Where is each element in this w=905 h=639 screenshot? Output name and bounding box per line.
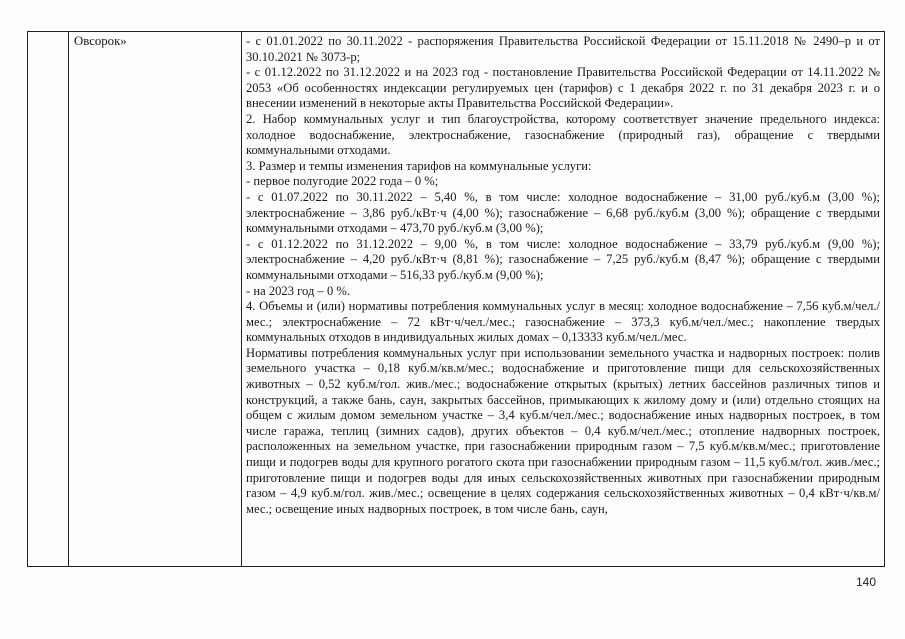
- paragraph: - на 2023 год – 0 %.: [246, 283, 351, 298]
- paragraph: - с 01.07.2022 по 30.11.2022 – 5,40 %, в том числе: холодное водоснабжение – 31,00 руб./куб.м (3,00 %); электроснабжение – 3,86 руб./кВт·ч (4,00 %); газоснабжение – 6,68 руб./куб.м (3,00 %); обращение с твердыми коммунальными отходами – 473,70 руб./куб.м (3,00 %);: [246, 189, 880, 236]
- paragraph: - с 01.12.2022 по 31.12.2022 – 9,00 %, в том числе: холодное водоснабжение – 33,79 руб./куб.м (9,00 %); электроснабжение – 4,20 руб./кВт·ч (8,81 %); газоснабжение – 7,25 руб./куб.м (8,47 %); обращение с твердыми коммунальными отходами – 516,33 руб./куб.м (9,00 %);: [246, 236, 880, 282]
- table-cell-number: [28, 32, 69, 567]
- table-row: [28, 32, 885, 567]
- paragraph: 2. Набор коммунальных услуг и тип благоустройства, которому соответствует значение предельного индекса: холодное водоснабжение, электроснабжение, газоснабжение (природный газ), обращение с твердыми коммунальными отходами.: [246, 111, 880, 158]
- paragraph: 4. Объемы и (или) нормативы потребления коммунальных услуг в месяц: холодное водоснабжение – 7,56 куб.м/чел./мес.; электроснабжение – 72 кВт·ч/чел./мес.; газоснабжение – 373,3 куб.м/чел./мес.; накопление твердых коммунальных отходов в индивидуальных жилых домах – 0,13333 куб.м/чел./мес.: [246, 299, 880, 345]
- page-number: 140: [855, 575, 876, 589]
- municipality-name: Овсорок»: [74, 34, 127, 48]
- paragraph: Нормативы потребления коммунальных услуг при использовании земельного участка и надворных построек: полив земельного участка – 0,18 куб.м/кв.м/мес.; водоснабжение и приготовление пищи для сельскохозяйственных животных – 0,52 куб.м/гол. жив./мес.; водоснабжение открытых (крытых) летних бассейнов различных типов и конструкций, а также бань, саун, закрытых бассейнов, примыкающих к жилому дому и (или) отдельно стоящих на общем с жилым домом земельном участке – 3,4 куб.м/чел./мес.; водоснабжение иных надворных построек, в том числе гаража, теплиц (зимних садов), других объектов – 0,4 куб.м/чел./мес.; отопление надворных построек, расположенных на земельном участке, при газоснабжении природным газом – 7,5 куб.м/кв.м/мес.; приготовление пищи и подогрев воды для крупного рогатого скота при газоснабжении природным газом – 11,5 куб.м/гол. жив./мес.; приготовление пищи и подогрев воды для иных сельскохозяйственных животных при газоснабжении природным газом – 4,9 куб.м/гол. жив./мес.; освещение в целях содержания сельскохозяйственных животных – 0,4 кВт·ч/кв.м/мес.; освещение иных надворных построек, в том числе бань, саун,: [246, 345, 880, 516]
- paragraph: 3. Размер и темпы изменения тарифов на коммунальные услуги:: [246, 158, 592, 173]
- paragraph: - с 01.12.2022 по 31.12.2022 и на 2023 год - постановление Правительства Российской Федерации от 14.11.2022 № 2053 «Об особенностях индексации регулируемых цен (тарифов) с 1 декабря 2022 г. по 31 декабря 2023 г. и о внесении изменений в некоторые акты Правительства Российской Федерации».: [246, 65, 880, 111]
- paragraph: - с 01.01.2022 по 30.11.2022 - распоряжения Правительства Российской Федерации от 15.11.2018 № 2490–р и от 30.10.2021 № 3073-р;: [246, 34, 880, 64]
- details-text-block: [242, 32, 884, 566]
- table-cell-municipality: [69, 32, 242, 567]
- paragraph: - первое полугодие 2022 года – 0 %;: [246, 174, 439, 189]
- table-cell-details: [242, 32, 885, 567]
- tariff-table: [27, 31, 885, 567]
